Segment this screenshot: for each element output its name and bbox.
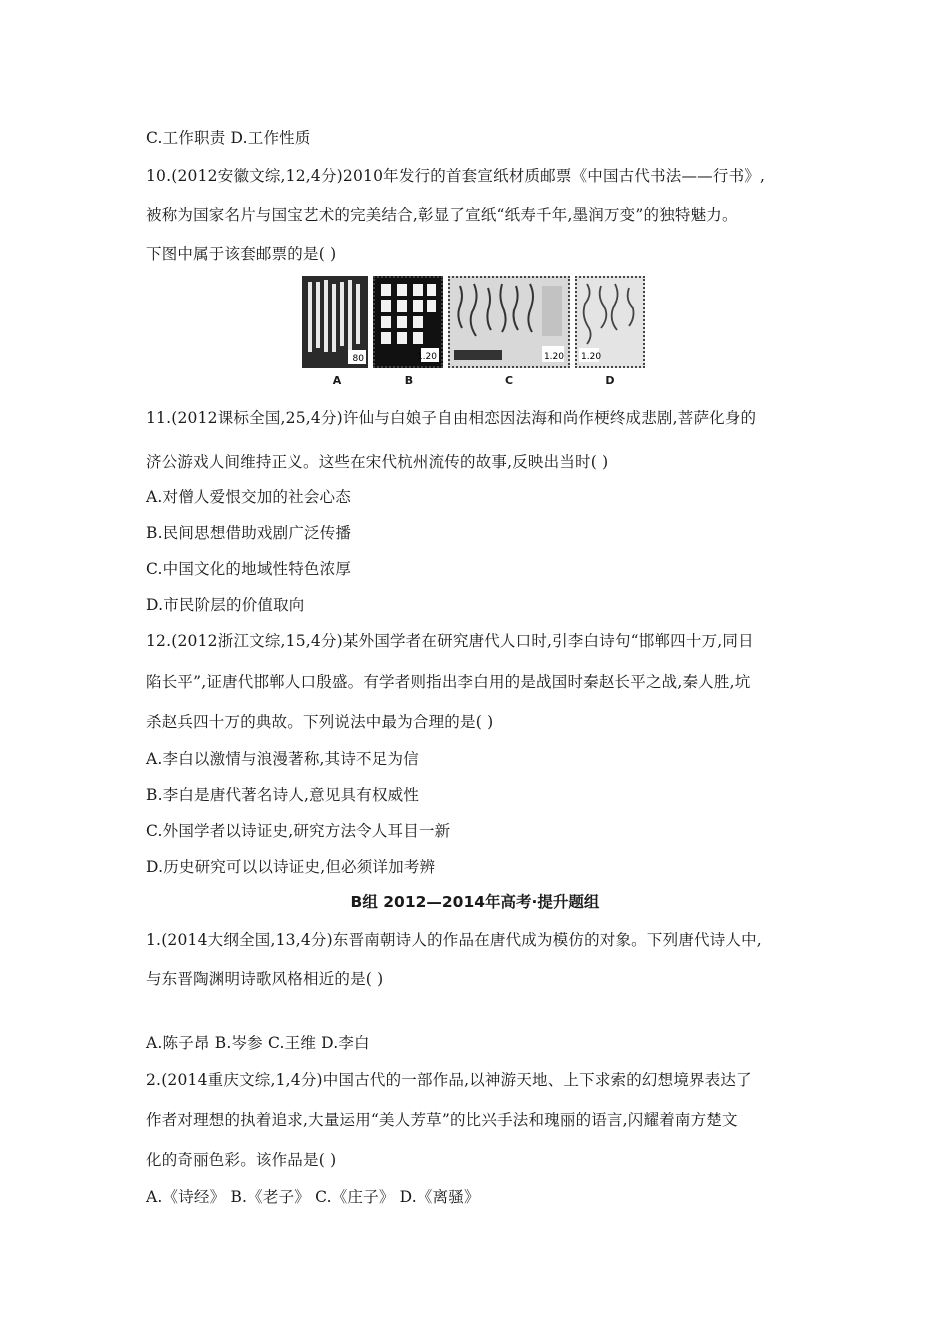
option-a: A.李白以激情与浪漫著称,其诗不足为信: [146, 750, 419, 768]
option-c: C.外国学者以诗证史,研究方法令人耳目一新: [146, 822, 451, 840]
options-row: A.陈子昂 B.岑参 C.王维 D.李白: [146, 1034, 370, 1052]
question-10-text: 10.(2012安徽文综,12,4分)2010年发行的首套宣纸材质邮票《中国古代书法——行书》,: [146, 167, 766, 185]
question-1-text: 1.(2014大纲全国,13,4分)东晋南朝诗人的作品在唐代成为模仿的对象。下列唐代诗人中,: [146, 931, 762, 949]
stamp-label-d: D: [605, 374, 615, 387]
question-2-text: 作者对理想的执着追求,大量运用“美人芳草”的比兴手法和瑰丽的语言,闪耀着南方楚文: [146, 1111, 738, 1129]
stamp-c-image: [448, 276, 570, 368]
question-10-text: 下图中属于该套邮票的是( ): [146, 245, 337, 263]
stamp-figure: [298, 276, 648, 388]
section-heading: B组 2012—2014年高考·提升题组: [350, 893, 600, 911]
question-2-text: 化的奇丽色彩。该作品是( ): [146, 1151, 337, 1169]
option-d: D.历史研究可以以诗证史,但必须详加考辨: [146, 858, 436, 876]
stamp-label-a: A: [332, 374, 342, 387]
option-d: D.市民阶层的价值取向: [146, 596, 305, 614]
question-2-text: 2.(2014重庆文综,1,4分)中国古代的一部作品,以神游天地、上下求索的幻想境界表达了: [146, 1071, 752, 1089]
question-11-text: 11.(2012课标全国,25,4分)许仙与白娘子自由相恋因法海和尚作梗终成悲剧,菩萨化身的: [146, 409, 757, 427]
stamp-a-image: [302, 276, 368, 368]
stamp-c-value: 1.20: [543, 352, 564, 362]
question-12-text: 陷长平”,证唐代邯郸人口殷盛。有学者则指出李白用的是战国时秦赵长平之战,秦人胜,坑: [146, 673, 751, 691]
option-b: B.李白是唐代著名诗人,意见具有权威性: [146, 786, 420, 804]
question-12-text: 12.(2012浙江文综,15,4分)某外国学者在研究唐代人口时,引李白诗句“邯郸四十万,同日: [146, 632, 754, 650]
question-10-text: 被称为国家名片与国宝艺术的完美结合,彰显了宣纸“纸寿千年,墨润万变”的独特魅力。: [146, 206, 738, 224]
stamp-b-image: [373, 276, 443, 368]
stamp-b-value: 1.20: [416, 352, 437, 362]
question-1-text: 与东晋陶渊明诗歌风格相近的是( ): [146, 970, 384, 988]
option-line: C.工作职责 D.工作性质: [146, 129, 311, 147]
stamp-label-b: B: [404, 374, 414, 387]
stamp-a-value: 80: [352, 354, 364, 364]
option-b: B.民间思想借助戏剧广泛传播: [146, 524, 352, 542]
option-a: A.对僧人爱恨交加的社会心态: [146, 488, 351, 506]
options-row: A.《诗经》 B.《老子》 C.《庄子》 D.《离骚》: [146, 1188, 480, 1206]
stamp-d-value: 1.20: [581, 352, 602, 362]
question-12-text: 杀赵兵四十万的典故。下列说法中最为合理的是( ): [146, 713, 494, 731]
stamp-label-c: C: [504, 374, 514, 387]
question-11-text: 济公游戏人间维持正义。这些在宋代杭州流传的故事,反映出当时( ): [146, 453, 609, 471]
option-c: C.中国文化的地域性特色浓厚: [146, 560, 352, 578]
stamp-d-image: [575, 276, 645, 368]
